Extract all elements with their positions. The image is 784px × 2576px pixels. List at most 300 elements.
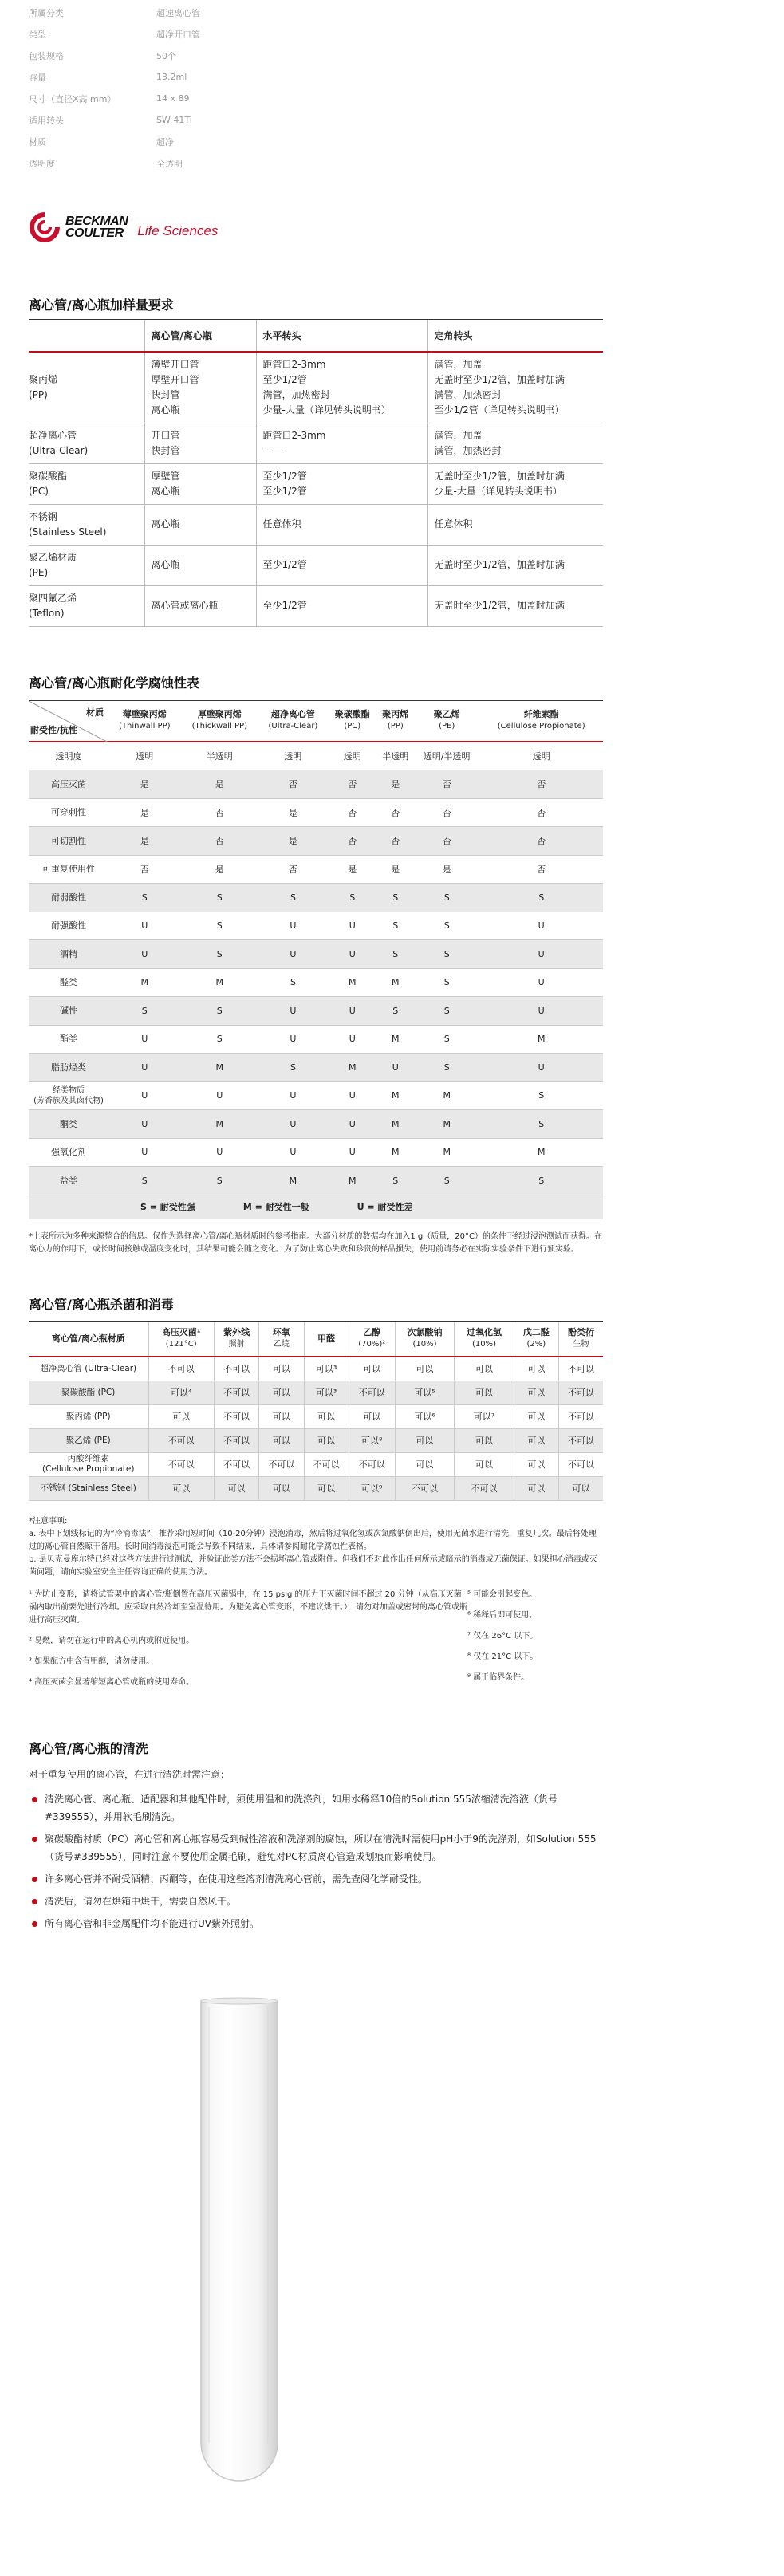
table-cell: U	[258, 997, 328, 1026]
table-row	[29, 1081, 603, 1110]
table-cell: S	[377, 884, 414, 912]
row-header: 经类物质 (芳香族及其卤代物)	[29, 1081, 108, 1110]
table-cell: 可以	[455, 1381, 514, 1404]
table-cell: 否	[258, 770, 328, 799]
table-row	[29, 504, 603, 545]
list-item: 所有离心管和非金属配件均不能进行UV紫外照射。	[29, 1915, 603, 1932]
table-cell: 聚碳酸酯 (PC)	[29, 463, 144, 504]
table-cell: 无盖时至少1/2管，加盖时加满	[427, 585, 603, 626]
table-cell: M	[377, 1138, 414, 1167]
table-cell: 可以	[259, 1381, 304, 1404]
table-cell: 是	[258, 798, 328, 827]
table-cell: 满管，加盖 无盖时至少1/2管，加盖时加满 满管，加热密封 至少1/2管（详见转头说明书）	[427, 352, 603, 423]
spec-key: 材质	[29, 136, 46, 148]
table-cell: M	[181, 1110, 258, 1139]
spec-key: 所属分类	[29, 7, 64, 18]
table-cell: 否	[108, 855, 181, 884]
table-cell: S	[108, 997, 181, 1026]
legend-row	[29, 1195, 603, 1219]
table-cell: S	[181, 1167, 258, 1195]
legend-item: M = 耐受性一般	[242, 1202, 309, 1212]
table-cell: U	[377, 1054, 414, 1082]
row-header: 聚乙烯 (PE)	[29, 1428, 148, 1452]
table-header: 水平转头	[256, 320, 427, 352]
table-cell: U	[108, 1025, 181, 1054]
table-row	[29, 742, 603, 770]
column-header: 纤维素酯 (Cellulose Propionate)	[479, 700, 603, 742]
table-cell: 不可以	[304, 1452, 349, 1476]
spec-value: 超净	[156, 136, 174, 148]
row-header: 酯类	[29, 1025, 108, 1054]
table-cell: M	[377, 1025, 414, 1054]
table-cell: 可以⁴	[148, 1381, 214, 1404]
table-cell: 否	[414, 770, 479, 799]
table-cell: S	[377, 912, 414, 940]
table-cell: 不可以	[558, 1404, 603, 1428]
table-cell: 不可以	[349, 1381, 395, 1404]
row-header: 碱性	[29, 997, 108, 1026]
table-cell: M	[328, 1054, 377, 1082]
table-cell: S	[181, 884, 258, 912]
table-cell: 可以	[455, 1452, 514, 1476]
column-header: 乙醇 (70%)²	[349, 1321, 395, 1357]
table-row	[29, 855, 603, 884]
sterilization-notes	[29, 1515, 603, 1579]
spec-value: 全透明	[156, 158, 183, 169]
table-row	[29, 1404, 603, 1428]
spec-row	[29, 23, 755, 45]
table-cell: U	[479, 940, 603, 969]
row-header: 丙酸纤维素 (Cellulose Propionate)	[29, 1452, 148, 1476]
footnote: ⁵ 可能会引起变色。	[467, 1589, 538, 1599]
table-cell: 可以	[514, 1404, 558, 1428]
table-cell: M	[258, 1167, 328, 1195]
tube-image	[29, 1996, 755, 2491]
row-header: 酒精	[29, 940, 108, 969]
table-cell: 可以	[304, 1476, 349, 1500]
table-cell: 不可以	[214, 1357, 258, 1381]
column-header: 超净离心管 (Ultra-Clear)	[258, 700, 328, 742]
brand-logo	[29, 191, 755, 263]
brand-line2: COULTER	[65, 226, 124, 240]
table-cell: 不可以	[349, 1452, 395, 1476]
table-cell: 否	[258, 855, 328, 884]
section1-title: 离心管/离心瓶加样量要求	[29, 297, 174, 313]
table-cell: 可以	[148, 1476, 214, 1500]
table-cell: 不可以	[148, 1428, 214, 1452]
table-cell: 可以	[259, 1404, 304, 1428]
table-cell: U	[258, 940, 328, 969]
table-cell: 离心瓶	[144, 545, 256, 585]
table-cell: S	[479, 1167, 603, 1195]
table-cell: 是	[108, 827, 181, 856]
table-row	[29, 1381, 603, 1404]
table-cell: 不可以	[214, 1452, 258, 1476]
row-header: 强氧化剂	[29, 1138, 108, 1167]
table-cell: 否	[328, 770, 377, 799]
table-cell: 可以	[455, 1357, 514, 1381]
table-cell: S	[414, 968, 479, 997]
table-row	[29, 463, 603, 504]
table-cell: S	[181, 940, 258, 969]
footnote: ² 易燃，请勿在运行中的离心机内或附近使用。	[29, 1636, 195, 1645]
footnote: ⁹ 属于临界条件。	[467, 1672, 530, 1682]
table-cell: 可以	[558, 1476, 603, 1500]
table-cell: U	[108, 1054, 181, 1082]
table-cell: S	[479, 1081, 603, 1110]
table-cell: 可以	[259, 1357, 304, 1381]
table-row	[29, 585, 603, 626]
column-header: 离心管/离心瓶材质	[29, 1321, 148, 1357]
column-header: 过氧化氢 (10%)	[455, 1321, 514, 1357]
table-cell: 可以⁵	[395, 1381, 454, 1404]
table-cell: 可以	[304, 1404, 349, 1428]
table-cell: 无盖时至少1/2管，加盖时加满 少量-大量（详见转头说明书）	[427, 463, 603, 504]
table-cell: 可以	[148, 1404, 214, 1428]
table-cell: M	[108, 968, 181, 997]
table-cell: 可以	[214, 1476, 258, 1500]
table-cell: S	[414, 1054, 479, 1082]
table-cell: 无盖时至少1/2管，加盖时加满	[427, 545, 603, 585]
spec-row	[29, 88, 755, 109]
resistance-note: *上表所示为多种来源整合的信息。仅作为选择离心管/离心瓶材质时的参考指南。大部分材质的数据均在加入1 g（质量，20°C）的条件下经过浸泡测试而获得。在离心力的作用下，或长时间接触或温度变化时，其结果可能会随之变化。为了防止离心失败和珍贵的样品损失，使用前请务必在实际实验条件下进行预实验。	[29, 1231, 602, 1254]
row-header: 耐弱酸性	[29, 884, 108, 912]
table-cell: 是	[377, 855, 414, 884]
brand-division: Life Sciences	[137, 223, 219, 238]
table-row	[29, 912, 603, 940]
brand-line1: BECKMAN	[65, 215, 128, 228]
table-cell: 可以	[395, 1452, 454, 1476]
section4-title: 离心管/离心瓶的清洗	[29, 1740, 148, 1756]
table-cell: 不可以	[395, 1476, 454, 1500]
spec-key: 适用转头	[29, 115, 64, 126]
legend	[108, 1195, 603, 1219]
note-title: *注意事项:	[29, 1516, 68, 1526]
spec-value: 超净开口管	[156, 29, 200, 40]
list-item: 许多离心管并不耐受酒精、丙酮等，在使用这些溶剂清洗离心管前，需先查阅化学耐受性。	[29, 1870, 603, 1888]
table-cell: 否	[181, 798, 258, 827]
table-cell: 否	[328, 798, 377, 827]
column-header: 紫外线 照射	[214, 1321, 258, 1357]
fill-volume-table	[29, 319, 603, 627]
table-cell: S	[181, 912, 258, 940]
table-row	[29, 545, 603, 585]
column-header: 酚类衍 生物	[558, 1321, 603, 1357]
column-header: 甲醛	[304, 1321, 349, 1357]
table-cell: U	[181, 1138, 258, 1167]
table-cell: 是	[328, 855, 377, 884]
table-cell: S	[377, 940, 414, 969]
footnote: ³ 如果配方中含有甲醇，请勿使用。	[29, 1656, 155, 1666]
row-header: 可重复使用性	[29, 855, 108, 884]
spec-key: 类型	[29, 29, 46, 40]
table-cell: U	[328, 940, 377, 969]
table-cell: S	[108, 1167, 181, 1195]
column-header: 高压灭菌¹ (121°C)	[148, 1321, 214, 1357]
table-header: 离心管/离心瓶	[144, 320, 256, 352]
table-cell: S	[328, 884, 377, 912]
note-a: a. 表中下划线标记的为“冷消毒法”，推荐采用短时间（10-20分钟）浸泡消毒，然后将过氧化氢或次氯酸钠倒出后，使用无菌水进行清洗，重复几次。最后将处理过的离心管自然晾干备用。长时间消毒浸泡可能会导致不同结果，具体请参阅耐化学腐蚀性表格。	[29, 1529, 597, 1551]
table-cell: S	[414, 997, 479, 1026]
table-cell: U	[328, 997, 377, 1026]
table-cell: U	[328, 1138, 377, 1167]
table-cell: 不可以	[558, 1452, 603, 1476]
table-cell: 离心瓶	[144, 504, 256, 545]
section2-title: 离心管/离心瓶耐化学腐蚀性表	[29, 675, 199, 691]
table-cell: S	[479, 884, 603, 912]
table-cell: M	[479, 1138, 603, 1167]
table-cell: U	[108, 1138, 181, 1167]
table-cell: 否	[479, 827, 603, 856]
table-cell: S	[414, 912, 479, 940]
table-row	[29, 770, 603, 799]
row-header: 透明度	[29, 742, 108, 770]
cleaning-list	[29, 1790, 603, 1932]
spec-row	[29, 109, 755, 131]
table-cell: 至少1/2管 至少1/2管	[256, 463, 427, 504]
table-cell: S	[258, 968, 328, 997]
table-cell: 否	[181, 827, 258, 856]
table-cell: 至少1/2管	[256, 585, 427, 626]
table-row	[29, 1476, 603, 1500]
spec-key: 包装规格	[29, 50, 64, 61]
table-cell: U	[258, 1110, 328, 1139]
spec-value: 14 x 89	[156, 93, 190, 104]
note-b: b. 是贝克曼库尔特已经对这些方法进行过测试，并验证此类方法不会损坏离心管或附件。但我们不对此作出任何所示或暗示的消毒或无菌保证。如果担心消毒或灭菌问题，请向实验室安全主任咨询正确的使用方法。	[29, 1554, 597, 1577]
table-cell: 是	[258, 827, 328, 856]
table-cell: 不可以	[214, 1428, 258, 1452]
column-header: 戊二醛 (2%)	[514, 1321, 558, 1357]
list-item: 聚碳酸酯材质（PC）离心管和离心瓶容易受到碱性溶液和洗涤剂的腐蚀，所以在清洗时需使用pH小于9的洗涤剂，如Solution 555（货号#339555），同时注意不要使用金属毛刷，避免对PC材质离心管造成划痕而影响使用。	[29, 1830, 603, 1865]
table-row	[29, 1167, 603, 1195]
table-cell: 满管，加盖 满管，加热密封	[427, 423, 603, 463]
table-cell: 是	[108, 770, 181, 799]
row-header: 酮类	[29, 1110, 108, 1139]
table-cell: 任意体积	[427, 504, 603, 545]
table-cell: U	[328, 1110, 377, 1139]
table-cell: M	[414, 1110, 479, 1139]
beckman-logo-icon	[29, 211, 61, 243]
column-header: 次氯酸钠 (10%)	[395, 1321, 454, 1357]
spec-value: SW 41Ti	[156, 115, 192, 125]
table-cell: 不可以	[148, 1357, 214, 1381]
table-cell: 是	[108, 798, 181, 827]
table-cell: 可以	[349, 1357, 395, 1381]
column-header: 聚乙烯 (PE)	[414, 700, 479, 742]
table-cell: 可以	[514, 1357, 558, 1381]
table-cell: U	[181, 1081, 258, 1110]
table-cell: 不可以	[148, 1452, 214, 1476]
table-row	[29, 798, 603, 827]
table-cell: U	[258, 912, 328, 940]
row-header: 聚丙烯 (PP)	[29, 1404, 148, 1428]
row-header: 可切割性	[29, 827, 108, 856]
row-header: 醛类	[29, 968, 108, 997]
table-cell: 不锈钢 (Stainless Steel)	[29, 504, 144, 545]
row-header: 可穿刺性	[29, 798, 108, 827]
table-cell: S	[414, 1167, 479, 1195]
column-header: 聚碳酸酯 (PC)	[328, 700, 377, 742]
table-cell: 可以	[259, 1476, 304, 1500]
table-cell: U	[108, 912, 181, 940]
section3-title: 离心管/离心瓶杀菌和消毒	[29, 1296, 174, 1312]
table-cell: U	[108, 940, 181, 969]
table-row	[29, 1357, 603, 1381]
table-cell: 开口管 快封管	[144, 423, 256, 463]
table-header: 定角转头	[427, 320, 603, 352]
table-cell: 可以	[514, 1452, 558, 1476]
table-row	[29, 423, 603, 463]
table-cell: 离心管或离心瓶	[144, 585, 256, 626]
table-cell: 可以	[514, 1476, 558, 1500]
row-header: 盐类	[29, 1167, 108, 1195]
table-cell: M	[181, 968, 258, 997]
table-cell: 薄壁开口管 厚壁开口管 快封管 离心瓶	[144, 352, 256, 423]
table-cell: 距管口2-3mm 至少1/2管 满管，加热密封 少量-大量（详见转头说明书）	[256, 352, 427, 423]
table-cell: U	[479, 997, 603, 1026]
table-cell: 可以³	[304, 1381, 349, 1404]
column-header: 厚壁聚丙烯 (Thickwall PP)	[181, 700, 258, 742]
row-header: 高压灭菌	[29, 770, 108, 799]
table-cell: 不可以	[214, 1381, 258, 1404]
table-cell: 可以⁸	[349, 1428, 395, 1452]
table-row	[29, 884, 603, 912]
table-header	[29, 320, 144, 352]
table-cell: U	[328, 1025, 377, 1054]
table-cell: S	[377, 1167, 414, 1195]
table-cell: S	[479, 1110, 603, 1139]
table-row	[29, 352, 603, 423]
spec-value: 50个	[156, 50, 176, 61]
table-cell: 透明	[479, 742, 603, 770]
table-cell: M	[328, 1167, 377, 1195]
table-cell: 否	[479, 855, 603, 884]
spec-key: 尺寸（直径X高 mm）	[29, 93, 116, 104]
spec-row	[29, 45, 755, 66]
table-cell: 不可以	[214, 1404, 258, 1428]
column-header: 薄壁聚丙烯 (Thinwall PP)	[108, 700, 181, 742]
table-cell: 可以	[304, 1428, 349, 1452]
chemical-resistance-table	[29, 700, 603, 1219]
spec-list	[29, 0, 755, 174]
legend-item: U = 耐受性差	[357, 1202, 413, 1212]
table-cell: 可以³	[304, 1357, 349, 1381]
spec-value: 超速离心管	[156, 7, 200, 18]
table-cell: U	[479, 1054, 603, 1082]
table-cell: 可以⁹	[349, 1476, 395, 1500]
spec-row	[29, 131, 755, 152]
table-cell: U	[479, 968, 603, 997]
table-cell: 可以	[395, 1428, 454, 1452]
table-cell: 聚丙烯 (PP)	[29, 352, 144, 423]
table-cell: 否	[479, 798, 603, 827]
table-cell: 聚四氟乙烯 (Teflon)	[29, 585, 144, 626]
table-cell: 厚壁管 离心瓶	[144, 463, 256, 504]
table-cell: S	[181, 997, 258, 1026]
table-cell: 可以⁷	[455, 1404, 514, 1428]
footnote: ⁷ 仅在 26°C 以下。	[467, 1631, 538, 1641]
cleaning-intro: 对于重复使用的离心管，在进行清洗时需注意：	[29, 1768, 230, 1780]
table-cell: 否	[414, 798, 479, 827]
table-cell: 否	[377, 827, 414, 856]
table-cell: 透明	[258, 742, 328, 770]
table-cell: 透明	[328, 742, 377, 770]
footnote: ⁶ 稀释后即可使用。	[467, 1610, 538, 1620]
table-cell: M	[377, 1081, 414, 1110]
row-header: 超净离心管 (Ultra-Clear)	[29, 1357, 148, 1381]
table-cell: 不可以	[558, 1357, 603, 1381]
list-item: 清洗后，请勿在烘箱中烘干，需要自然风干。	[29, 1893, 603, 1910]
table-cell: U	[258, 1025, 328, 1054]
table-cell: U	[108, 1081, 181, 1110]
table-cell: M	[414, 1081, 479, 1110]
table-cell: 可以	[514, 1428, 558, 1452]
table-cell: 不可以	[558, 1428, 603, 1452]
table-cell: U	[328, 912, 377, 940]
corner-top-label: 材质	[86, 707, 104, 718]
table-cell: S	[377, 997, 414, 1026]
table-cell: M	[181, 1054, 258, 1082]
table-cell: 半透明	[181, 742, 258, 770]
table-cell: 可以	[349, 1404, 395, 1428]
table-row	[29, 997, 603, 1026]
table-row	[29, 1110, 603, 1139]
table-cell: S	[108, 884, 181, 912]
spec-key: 透明度	[29, 158, 55, 169]
table-cell: 至少1/2管	[256, 545, 427, 585]
centrifuge-tube-icon	[29, 1996, 755, 2491]
table-cell: 聚乙烯材质 (PE)	[29, 545, 144, 585]
table-cell: U	[479, 912, 603, 940]
table-cell: 是	[414, 855, 479, 884]
table-row	[29, 827, 603, 856]
table-row	[29, 1428, 603, 1452]
table-cell: S	[414, 1025, 479, 1054]
table-cell: 是	[181, 770, 258, 799]
table-cell: M	[328, 968, 377, 997]
table-cell: 任意体积	[256, 504, 427, 545]
footnote: ⁸ 仅在 21°C 以下。	[467, 1652, 538, 1661]
table-cell: 超净离心管 (Ultra-Clear)	[29, 423, 144, 463]
table-corner	[29, 700, 108, 742]
table-cell: S	[414, 940, 479, 969]
table-cell: 可以	[259, 1428, 304, 1452]
table-cell: 不可以	[259, 1452, 304, 1476]
row-header: 脂肪烃类	[29, 1054, 108, 1082]
table-cell: U	[258, 1081, 328, 1110]
table-row	[29, 1025, 603, 1054]
table-cell: M	[377, 968, 414, 997]
table-cell: M	[377, 1110, 414, 1139]
table-row	[29, 1138, 603, 1167]
table-cell: 否	[377, 798, 414, 827]
table-cell: S	[181, 1025, 258, 1054]
table-cell: 是	[181, 855, 258, 884]
corner-bottom-label: 耐受性/抗性	[30, 725, 78, 735]
table-row	[29, 1452, 603, 1476]
table-cell: 半透明	[377, 742, 414, 770]
spec-row	[29, 66, 755, 88]
table-cell: 不可以	[558, 1381, 603, 1404]
legend-item: S = 耐受性强	[140, 1202, 195, 1212]
list-item: 清洗离心管、离心瓶、适配器和其他配件时，须使用温和的洗涤剂，如用水稀释10倍的Solution 555浓缩清洗溶液（货号#339555），并用软毛刷清洗。	[29, 1790, 603, 1826]
table-cell: U	[328, 1081, 377, 1110]
table-cell: S	[414, 884, 479, 912]
table-cell: 透明	[108, 742, 181, 770]
spec-row	[29, 2, 755, 23]
spec-value: 13.2ml	[156, 72, 187, 82]
table-cell: S	[258, 1054, 328, 1082]
